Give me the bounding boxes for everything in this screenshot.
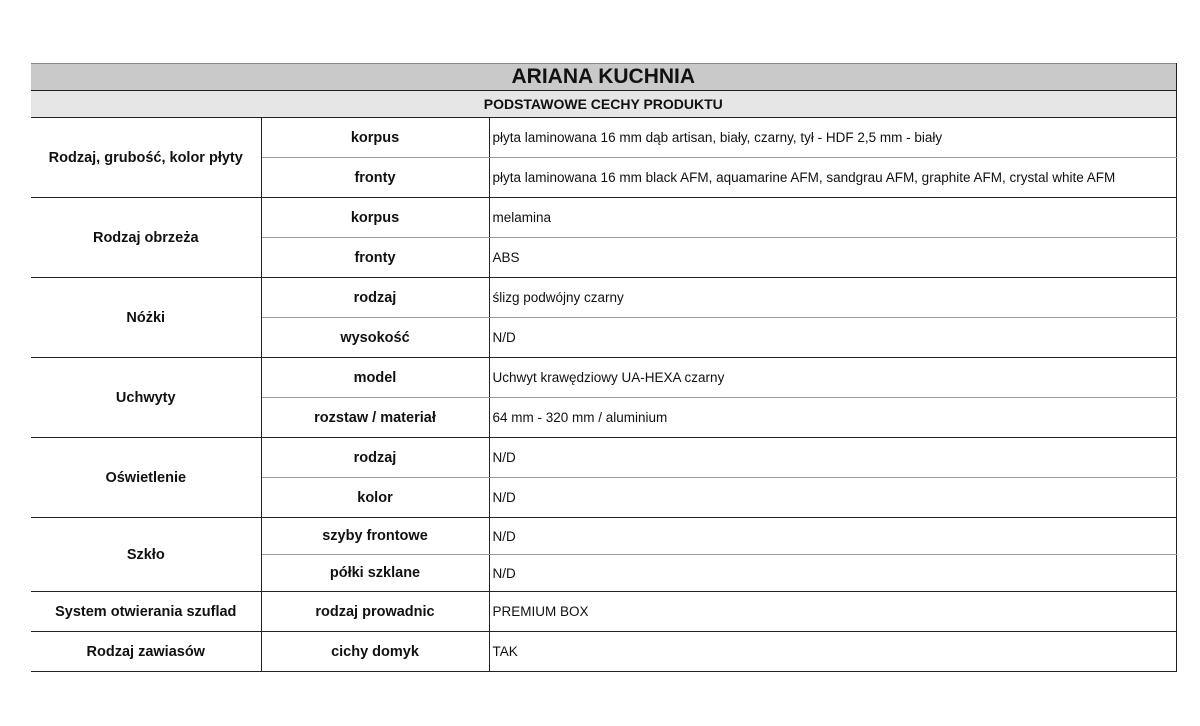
title-row	[31, 64, 1176, 91]
category-cell: Rodzaj, grubość, kolor płyty	[31, 118, 261, 198]
attribute-cell: rodzaj	[261, 438, 489, 478]
value-cell: N/D	[489, 518, 1176, 555]
attribute-cell: korpus	[261, 198, 489, 238]
value-cell: PREMIUM BOX	[489, 592, 1176, 632]
table-row	[31, 278, 1176, 318]
category-cell: Nóżki	[31, 278, 261, 358]
attribute-cell: rodzaj	[261, 278, 489, 318]
category-cell: Rodzaj zawiasów	[31, 632, 261, 672]
section-subtitle: PODSTAWOWE CECHY PRODUKTU	[31, 91, 1176, 118]
subtitle-row	[31, 91, 1176, 118]
value-cell: N/D	[489, 555, 1176, 592]
value-cell: N/D	[489, 478, 1176, 518]
value-cell: melamina	[489, 198, 1176, 238]
product-spec-sheet	[31, 63, 1176, 672]
table-row	[31, 118, 1176, 158]
spec-table	[31, 63, 1177, 672]
attribute-cell: wysokość	[261, 318, 489, 358]
value-cell: Uchwyt krawędziowy UA-HEXA czarny	[489, 358, 1176, 398]
table-row	[31, 592, 1176, 632]
category-cell: Oświetlenie	[31, 438, 261, 518]
value-cell: N/D	[489, 318, 1176, 358]
value-cell: płyta laminowana 16 mm black AFM, aquamarine AFM, sandgrau AFM, graphite AFM, crystal white AFM	[489, 158, 1176, 198]
attribute-cell: model	[261, 358, 489, 398]
attribute-cell: korpus	[261, 118, 489, 158]
category-cell: System otwierania szuflad	[31, 592, 261, 632]
attribute-cell: półki szklane	[261, 555, 489, 592]
table-row	[31, 438, 1176, 478]
attribute-cell: kolor	[261, 478, 489, 518]
category-cell: Rodzaj obrzeża	[31, 198, 261, 278]
attribute-cell: fronty	[261, 238, 489, 278]
category-cell: Uchwyty	[31, 358, 261, 438]
value-cell: ABS	[489, 238, 1176, 278]
category-cell: Szkło	[31, 518, 261, 592]
attribute-cell: fronty	[261, 158, 489, 198]
attribute-cell: cichy domyk	[261, 632, 489, 672]
attribute-cell: rozstaw / materiał	[261, 398, 489, 438]
value-cell: ślizg podwójny czarny	[489, 278, 1176, 318]
table-row	[31, 358, 1176, 398]
attribute-cell: rodzaj prowadnic	[261, 592, 489, 632]
table-row	[31, 198, 1176, 238]
table-row	[31, 632, 1176, 672]
value-cell: N/D	[489, 438, 1176, 478]
table-row	[31, 518, 1176, 555]
value-cell: 64 mm - 320 mm / aluminium	[489, 398, 1176, 438]
attribute-cell: szyby frontowe	[261, 518, 489, 555]
value-cell: TAK	[489, 632, 1176, 672]
product-title: ARIANA KUCHNIA	[31, 64, 1176, 91]
value-cell: płyta laminowana 16 mm dąb artisan, biały, czarny, tył - HDF 2,5 mm - biały	[489, 118, 1176, 158]
